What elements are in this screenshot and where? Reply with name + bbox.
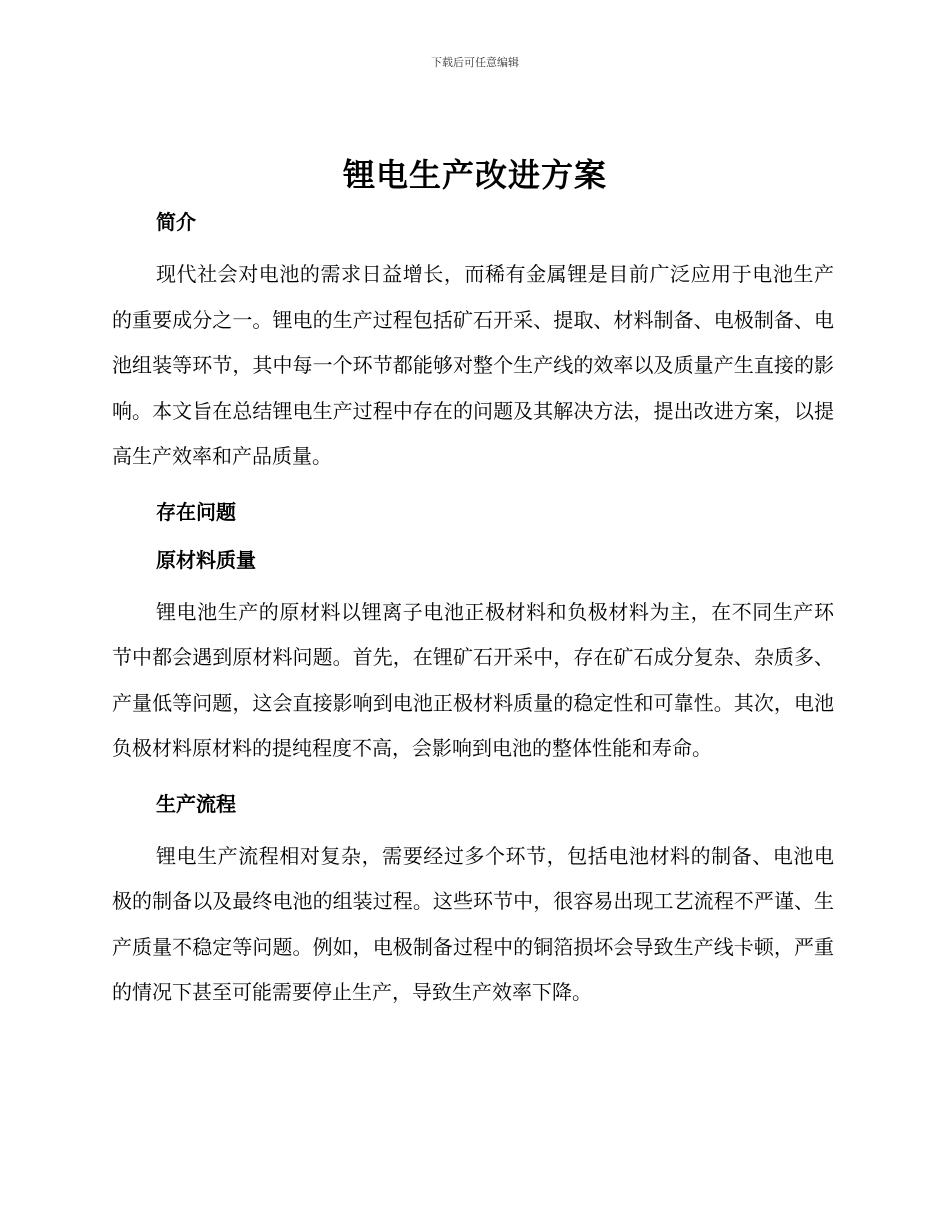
document-body [112, 198, 834, 1024]
section-heading-problems: 存在问题 [156, 499, 236, 524]
paragraph-process: 锂电生产流程相对复杂，需要经过多个环节，包括电池材料的制备、电池电极的制备以及最终电池的组装过程。这些环节中，很容易出现工艺流程不严谨、生产质量不稳定等问题。例如，电极制备过程中的铜箔损坏会导致生产线卡顿，严重的情况下甚至可能需要停止生产，导致生产效率下降。 [112, 843, 834, 1004]
paragraph-raw-materials: 锂电池生产的原材料以锂离子电池正极材料和负极材料为主，在不同生产环节中都会遇到原材料问题。首先，在锂矿石开采中，存在矿石成分复杂、杂质多、产量低等问题，这会直接影响到电池正极材料质量的稳定性和可靠性。其次，电池负极材料原材料的提纯程度不高，会影响到电池的整体性能和寿命。 [112, 599, 834, 760]
header-note: 下载后可任意编辑 [431, 56, 519, 69]
section-heading-intro: 简介 [156, 210, 196, 234]
paragraph-intro: 现代社会对电池的需求日益增长，而稀有金属锂是目前广泛应用于电池生产的重要成分之一。锂电的生产过程包括矿石开采、提取、材料制备、电极制备、电池组装等环节，其中每一个环节都能够对整个生产线的效率以及质量产生直接的影响。本文旨在总结锂电生产过程中存在的问题及其解决方法，提出改进方案，以提高生产效率和产品质量。 [112, 262, 834, 468]
section-heading-raw-materials: 原材料质量 [156, 547, 256, 572]
section-heading-process: 生产流程 [156, 791, 236, 816]
document-title: 锂电生产改进方案 [342, 156, 607, 194]
